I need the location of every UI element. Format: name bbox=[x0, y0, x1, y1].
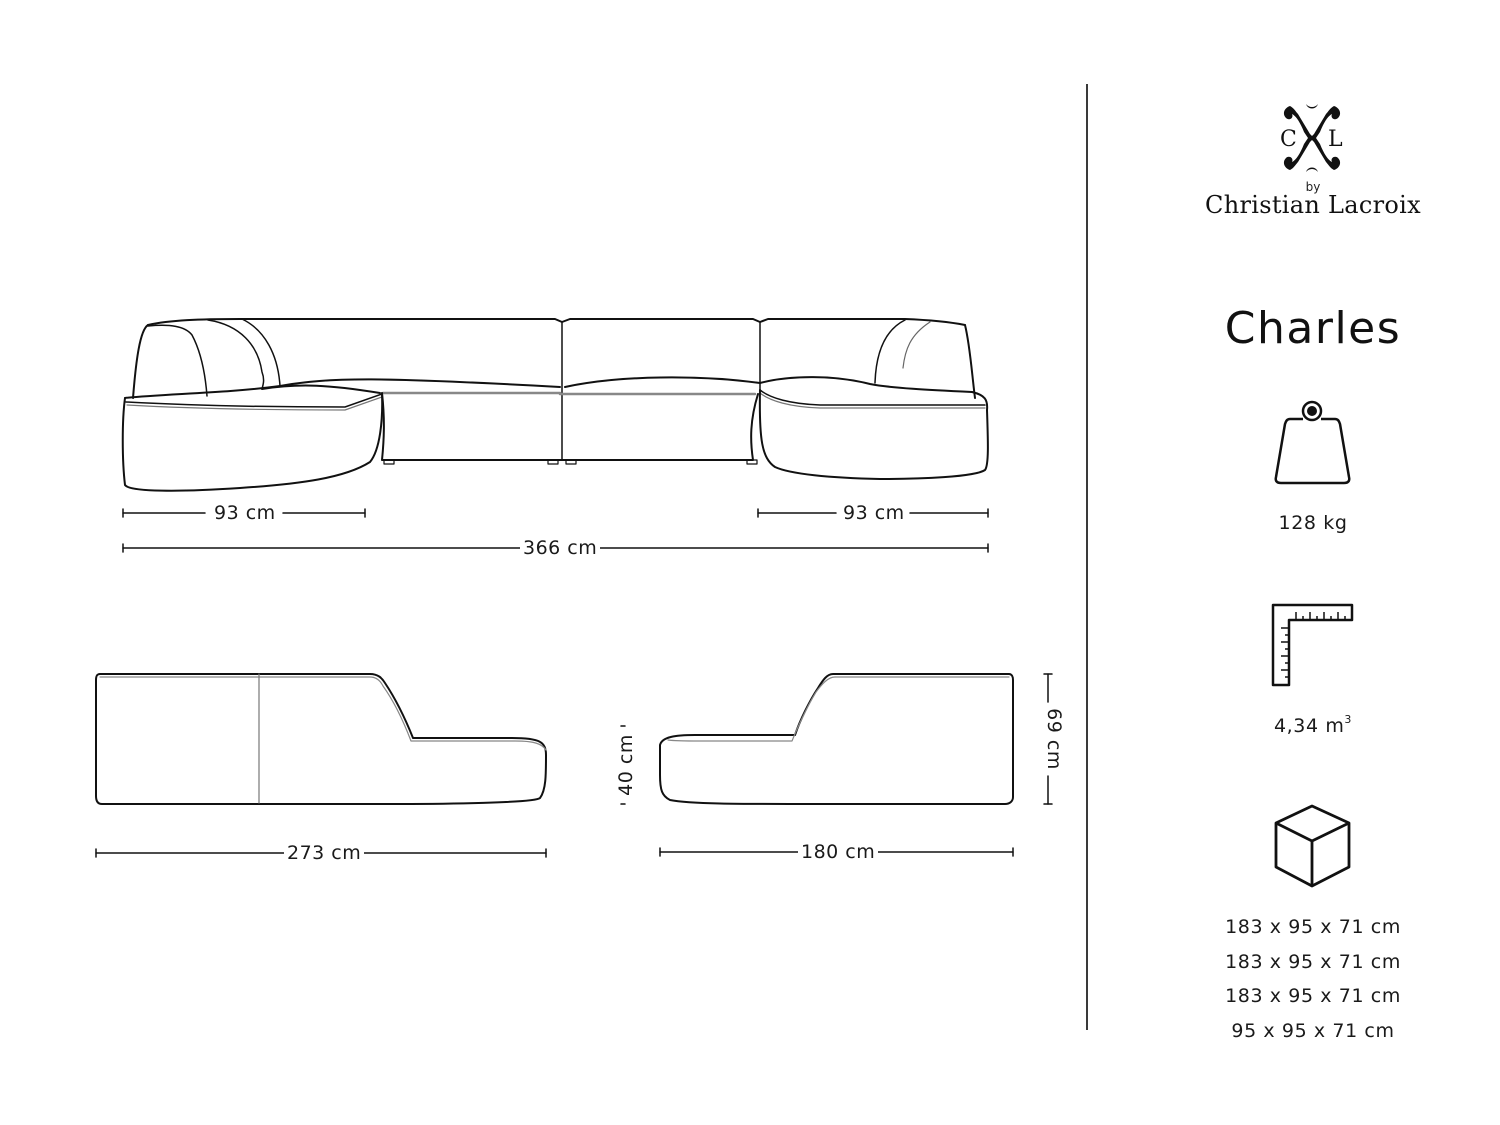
total-width-label: 366 cm bbox=[520, 537, 600, 559]
vertical-divider bbox=[1086, 84, 1088, 1030]
package-dimension-item: 183 x 95 x 71 cm bbox=[1225, 950, 1401, 973]
right-depth-label: 93 cm bbox=[840, 502, 908, 524]
front-view-sofa bbox=[123, 319, 988, 491]
weight-value: 128 kg bbox=[1278, 512, 1348, 534]
left-side-view bbox=[96, 674, 546, 804]
package-dimension-item: 95 x 95 x 71 cm bbox=[1231, 1019, 1395, 1042]
total-height-label: 69 cm bbox=[1043, 705, 1065, 773]
svg-text:C: C bbox=[1280, 127, 1297, 152]
package-dimension-item: 183 x 95 x 71 cm bbox=[1225, 985, 1401, 1007]
volume-value bbox=[1200, 713, 1426, 737]
seat-height-label: 40 cm bbox=[615, 731, 637, 799]
weight-icon bbox=[1272, 399, 1354, 487]
package-dimension-item: 183 x 95 x 71 cm bbox=[1225, 916, 1401, 938]
package-dimensions-list bbox=[1190, 912, 1436, 1050]
left-depth-label: 93 cm bbox=[211, 502, 279, 524]
right-side-dimensions bbox=[621, 674, 1052, 856]
svg-text:L: L bbox=[1328, 127, 1343, 152]
volume-unit-superscript: 3 bbox=[1344, 713, 1353, 726]
brand-name: Christian Lacroix bbox=[1205, 191, 1421, 219]
product-title: Charles bbox=[1224, 303, 1402, 354]
left-length-label: 273 cm bbox=[284, 842, 364, 864]
right-side-view bbox=[660, 674, 1013, 804]
volume-number: 4,34 m bbox=[1273, 715, 1345, 737]
brand-by: by bbox=[1305, 180, 1321, 194]
right-length-label: 180 cm bbox=[798, 841, 878, 863]
cxl-monogram-logo-icon bbox=[1276, 102, 1348, 174]
ruler-square-icon bbox=[1270, 602, 1354, 688]
box-cube-icon bbox=[1272, 803, 1354, 889]
